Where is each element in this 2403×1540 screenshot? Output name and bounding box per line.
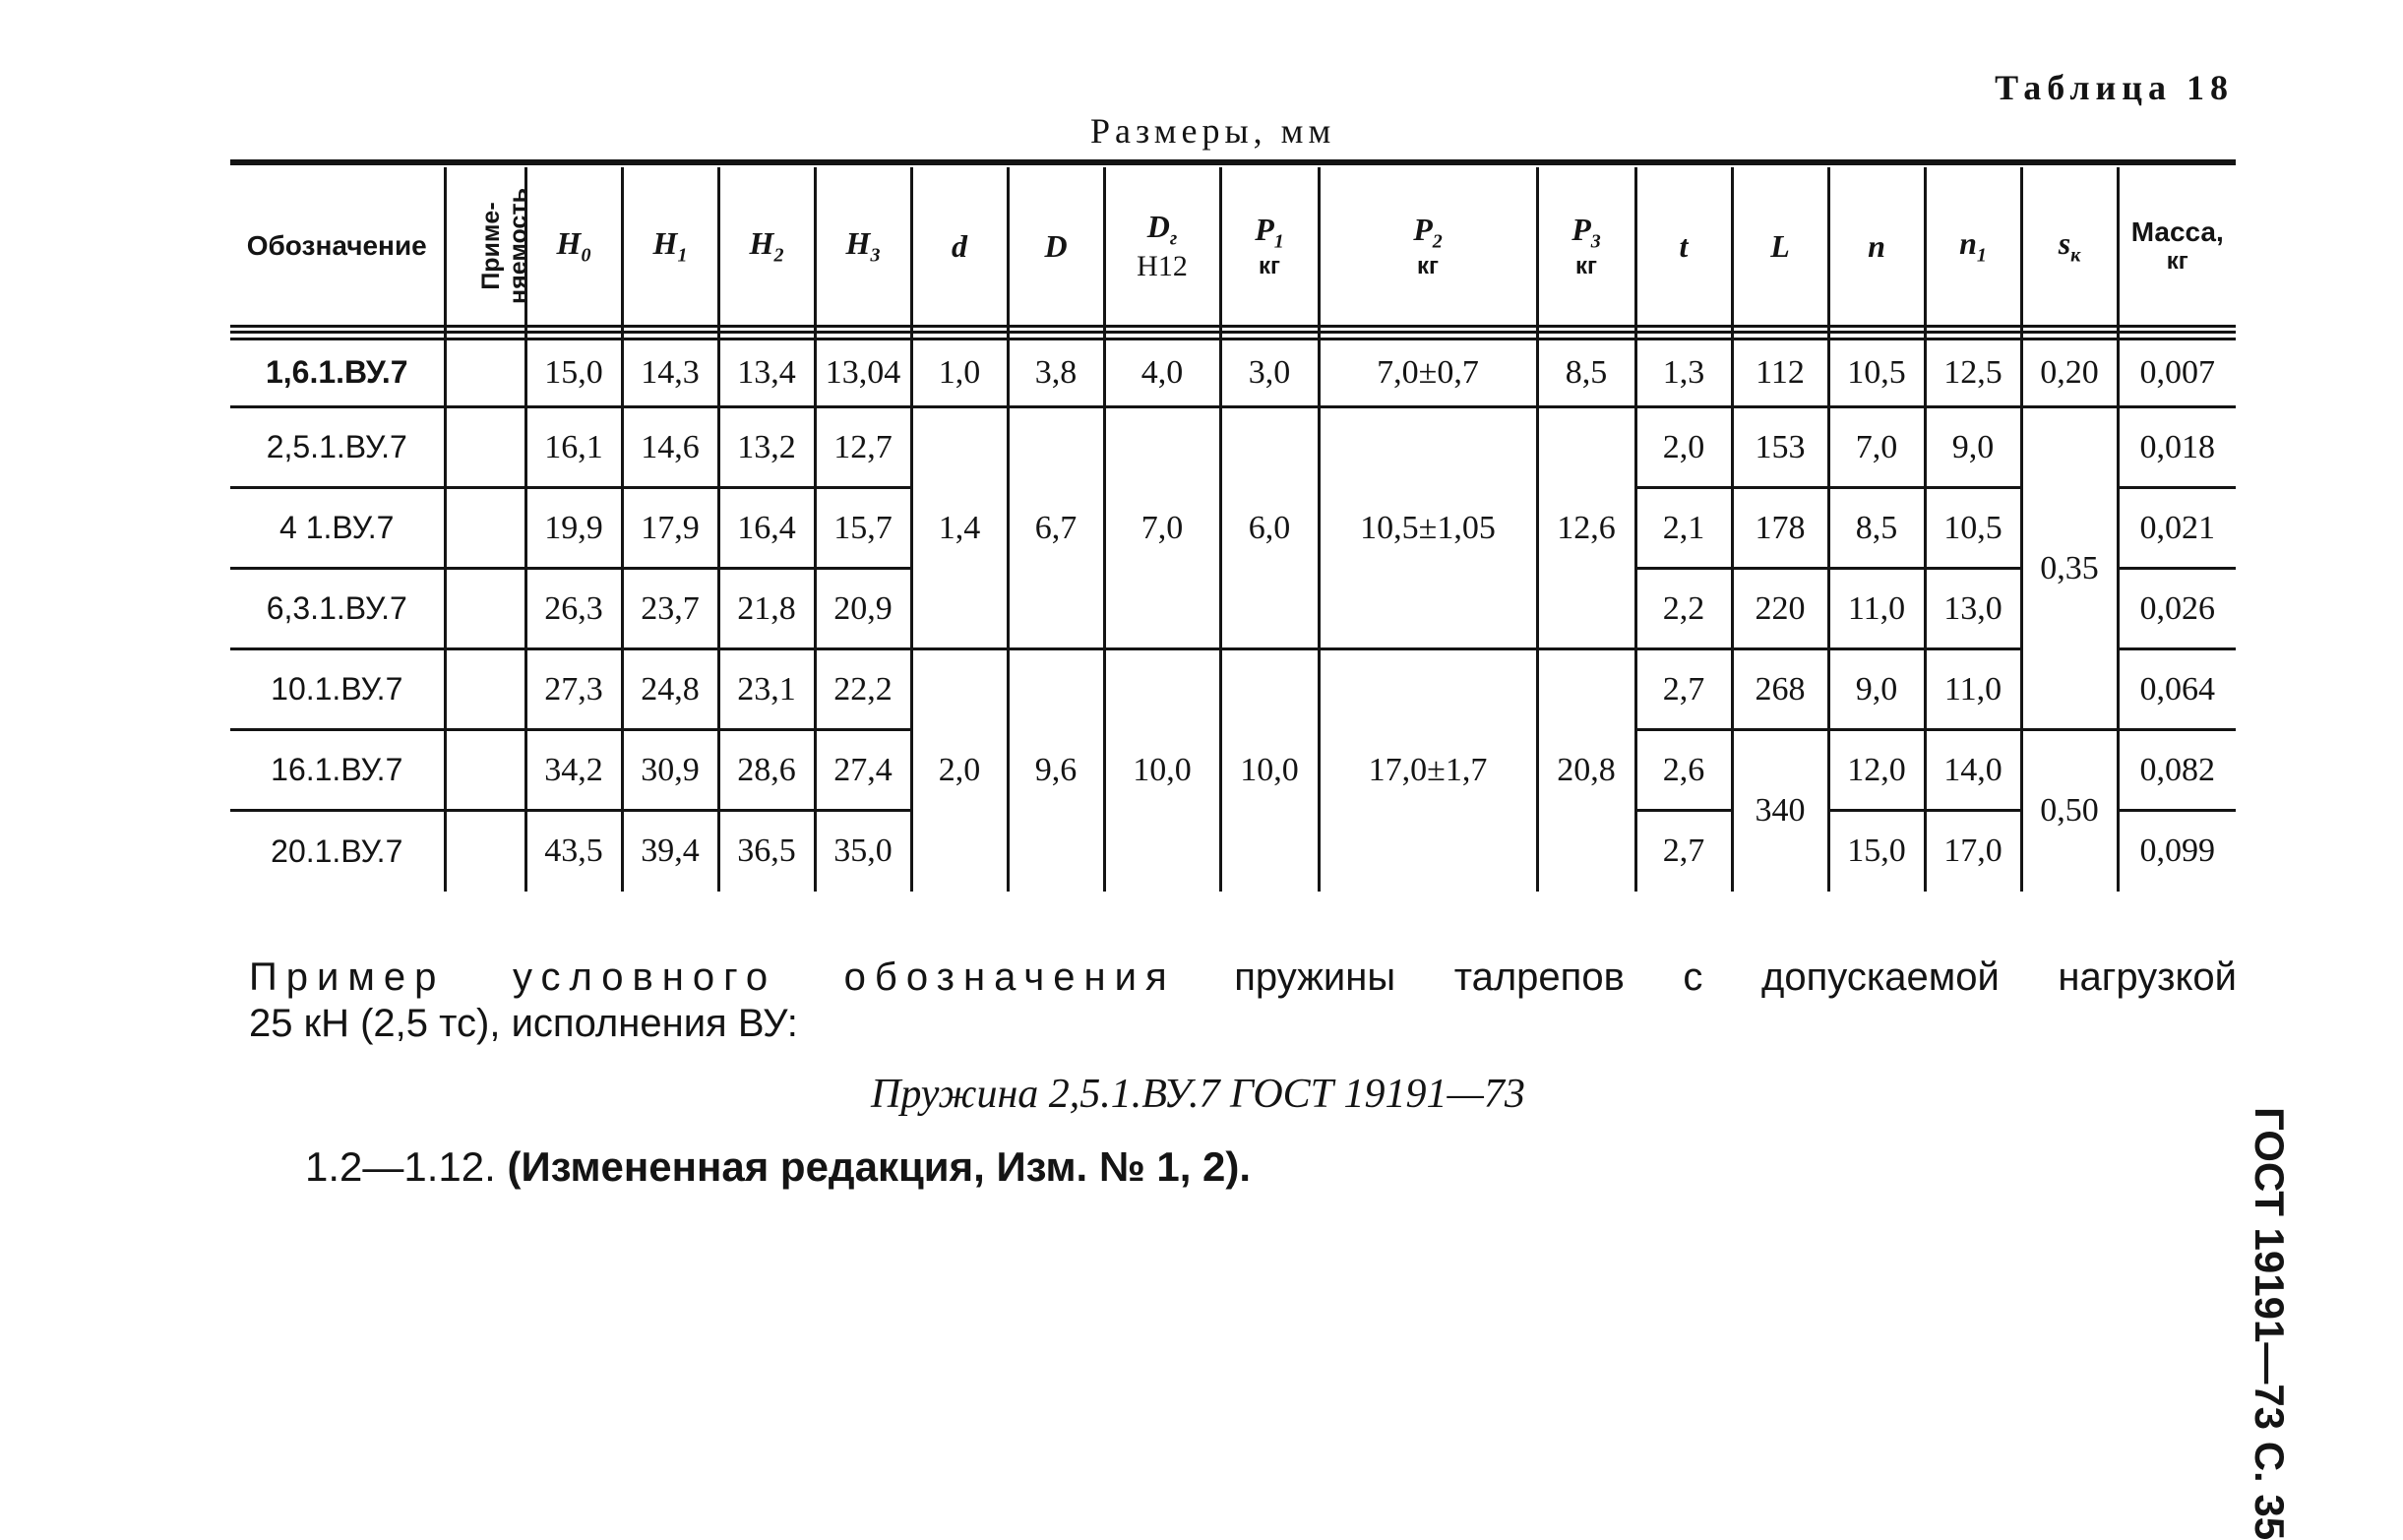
cell-mass: 0,064 xyxy=(2118,649,2236,730)
cell-d-group3: 2,0 xyxy=(911,649,1008,892)
cell-L: 112 xyxy=(1732,327,1828,407)
revision-clause-number: 1.2—1.12. xyxy=(305,1143,496,1190)
cell-n: 10,5 xyxy=(1828,327,1925,407)
cell-h0: 19,9 xyxy=(525,488,622,569)
table-row xyxy=(230,649,2236,730)
cell-mass: 0,099 xyxy=(2118,811,2236,892)
header-p3: $P_3$ кг xyxy=(1537,167,1635,327)
cell-applicability xyxy=(445,488,525,569)
cell-h2: 13,4 xyxy=(718,327,815,407)
cell-t: 2,2 xyxy=(1635,569,1732,649)
header-h2: $H_2$ xyxy=(718,167,815,327)
cell-applicability xyxy=(445,327,525,407)
cell-t: 2,0 xyxy=(1635,407,1732,488)
cell-applicability xyxy=(445,407,525,488)
header-designation: Обозначение xyxy=(230,167,445,327)
header-p2: $P_2$ кг xyxy=(1319,167,1537,327)
cell-h3: 27,4 xyxy=(815,730,911,811)
table-row xyxy=(230,407,2236,488)
cell-L: 220 xyxy=(1732,569,1828,649)
header-n: n xyxy=(1828,167,1925,327)
cell-L-group3: 340 xyxy=(1732,730,1828,892)
cell-applicability xyxy=(445,730,525,811)
cell-p1-group2: 6,0 xyxy=(1220,407,1319,649)
cell-mass: 0,021 xyxy=(2118,488,2236,569)
cell-h1: 14,3 xyxy=(622,327,718,407)
cell-n1: 12,5 xyxy=(1925,327,2021,407)
cell-t: 2,1 xyxy=(1635,488,1732,569)
cell-designation: 2,5.1.ВУ.7 xyxy=(230,407,445,488)
cell-h2: 16,4 xyxy=(718,488,815,569)
cell-t: 1,3 xyxy=(1635,327,1732,407)
cell-dr-group3: 10,0 xyxy=(1104,649,1220,892)
example-designation: Пружина 2,5.1.ВУ.7 ГОСТ 19191—73 xyxy=(871,1072,1525,1117)
cell-h3: 15,7 xyxy=(815,488,911,569)
example-paragraph-line2: 25 кН (2,5 тс), исполнения ВУ: xyxy=(249,1002,798,1045)
cell-n: 9,0 xyxy=(1828,649,1925,730)
cell-n: 12,0 xyxy=(1828,730,1925,811)
cell-h2: 23,1 xyxy=(718,649,815,730)
cell-applicability xyxy=(445,569,525,649)
revision-note xyxy=(305,1143,1251,1191)
cell-n: 8,5 xyxy=(1828,488,1925,569)
cell-h3: 35,0 xyxy=(815,811,911,892)
cell-designation: 6,3.1.ВУ.7 xyxy=(230,569,445,649)
cell-designation: 4 1.ВУ.7 xyxy=(230,488,445,569)
cell-h0: 26,3 xyxy=(525,569,622,649)
cell-p2-group3: 17,0±1,7 xyxy=(1319,649,1537,892)
cell-n: 11,0 xyxy=(1828,569,1925,649)
cell-mass: 0,082 xyxy=(2118,730,2236,811)
header-dr: $D_г$ H12 xyxy=(1104,167,1220,327)
cell-p3-group2: 12,6 xyxy=(1537,407,1635,649)
example-intro-rest: пружины талрепов с допускаемой нагрузкой xyxy=(1234,955,2238,999)
table-subtitle: Размеры, мм xyxy=(1090,111,1336,151)
cell-t: 2,6 xyxy=(1635,730,1732,811)
cell-dr-group2: 7,0 xyxy=(1104,407,1220,649)
cell-d: 1,0 xyxy=(911,327,1008,407)
cell-h3: 22,2 xyxy=(815,649,911,730)
side-page-label: ГОСТ 19191—73 С. 35 xyxy=(2247,1107,2293,1540)
cell-h0: 15,0 xyxy=(525,327,622,407)
cell-h0: 16,1 xyxy=(525,407,622,488)
cell-h2: 21,8 xyxy=(718,569,815,649)
header-d: d xyxy=(911,167,1008,327)
example-paragraph xyxy=(249,955,2237,1000)
revision-clause-text: (Измененная редакция, Изм. № 1, 2). xyxy=(507,1143,1252,1190)
cell-h3: 12,7 xyxy=(815,407,911,488)
cell-designation: 10.1.ВУ.7 xyxy=(230,649,445,730)
cell-sk-group3: 0,50 xyxy=(2021,730,2118,892)
cell-sk: 0,20 xyxy=(2021,327,2118,407)
cell-h3: 20,9 xyxy=(815,569,911,649)
cell-D-group2: 6,7 xyxy=(1008,407,1104,649)
header-t: t xyxy=(1635,167,1732,327)
cell-h2: 13,2 xyxy=(718,407,815,488)
cell-L: 268 xyxy=(1732,649,1828,730)
header-p1: $P_1$ кг xyxy=(1220,167,1319,327)
cell-h2: 36,5 xyxy=(718,811,815,892)
cell-h1: 39,4 xyxy=(622,811,718,892)
cell-p3-group3: 20,8 xyxy=(1537,649,1635,892)
header-n1: $n_1$ xyxy=(1925,167,2021,327)
cell-h3: 13,04 xyxy=(815,327,911,407)
cell-h1: 23,7 xyxy=(622,569,718,649)
cell-mass: 0,018 xyxy=(2118,407,2236,488)
cell-applicability xyxy=(445,811,525,892)
top-rule xyxy=(230,159,2236,165)
cell-applicability xyxy=(445,649,525,730)
cell-D: 3,8 xyxy=(1008,327,1104,407)
header-applicability-text: Приме- няемость xyxy=(476,187,532,304)
cell-D-group3: 9,6 xyxy=(1008,649,1104,892)
cell-h1: 24,8 xyxy=(622,649,718,730)
example-intro-spaced: Пример условного обозначения xyxy=(249,955,1176,999)
cell-n1: 10,5 xyxy=(1925,488,2021,569)
header-h3: $H_3$ xyxy=(815,167,911,327)
cell-h1: 30,9 xyxy=(622,730,718,811)
header-applicability xyxy=(445,167,532,327)
cell-h0: 27,3 xyxy=(525,649,622,730)
header-h0: $H_0$ xyxy=(525,167,622,327)
cell-h2: 28,6 xyxy=(718,730,815,811)
cell-h0: 34,2 xyxy=(525,730,622,811)
header-mass: Масса, кг xyxy=(2118,167,2236,327)
cell-designation: 16.1.ВУ.7 xyxy=(230,730,445,811)
cell-p1-group3: 10,0 xyxy=(1220,649,1319,892)
cell-h1: 14,6 xyxy=(622,407,718,488)
cell-p2-group2: 10,5±1,05 xyxy=(1319,407,1537,649)
cell-n1: 9,0 xyxy=(1925,407,2021,488)
header-D: D xyxy=(1008,167,1104,327)
cell-n: 15,0 xyxy=(1828,811,1925,892)
table-title: Таблица 18 xyxy=(1995,68,2234,107)
dimensions-table xyxy=(230,167,2236,892)
cell-designation: 1,6.1.ВУ.7 xyxy=(230,327,445,407)
cell-n1: 11,0 xyxy=(1925,649,2021,730)
cell-sk-group2: 0,35 xyxy=(2021,407,2118,730)
cell-d-group2: 1,4 xyxy=(911,407,1008,649)
cell-t: 2,7 xyxy=(1635,649,1732,730)
cell-h1: 17,9 xyxy=(622,488,718,569)
table-row xyxy=(230,327,2236,407)
cell-t: 2,7 xyxy=(1635,811,1732,892)
cell-n1: 14,0 xyxy=(1925,730,2021,811)
cell-n1: 17,0 xyxy=(1925,811,2021,892)
cell-mass: 0,026 xyxy=(2118,569,2236,649)
cell-n1: 13,0 xyxy=(1925,569,2021,649)
cell-dr: 4,0 xyxy=(1104,327,1220,407)
cell-designation: 20.1.ВУ.7 xyxy=(271,832,403,869)
cell-p3: 8,5 xyxy=(1537,327,1635,407)
cell-mass: 0,007 xyxy=(2118,327,2236,407)
header-L: L xyxy=(1732,167,1828,327)
cell-p1: 3,0 xyxy=(1220,327,1319,407)
cell-n: 7,0 xyxy=(1828,407,1925,488)
cell-p2: 7,0±0,7 xyxy=(1319,327,1537,407)
header-sk: $s_к$ xyxy=(2021,167,2118,327)
header-h1: $H_1$ xyxy=(622,167,718,327)
cell-h0: 43,5 xyxy=(525,811,622,892)
cell-L: 178 xyxy=(1732,488,1828,569)
cell-L: 153 xyxy=(1732,407,1828,488)
